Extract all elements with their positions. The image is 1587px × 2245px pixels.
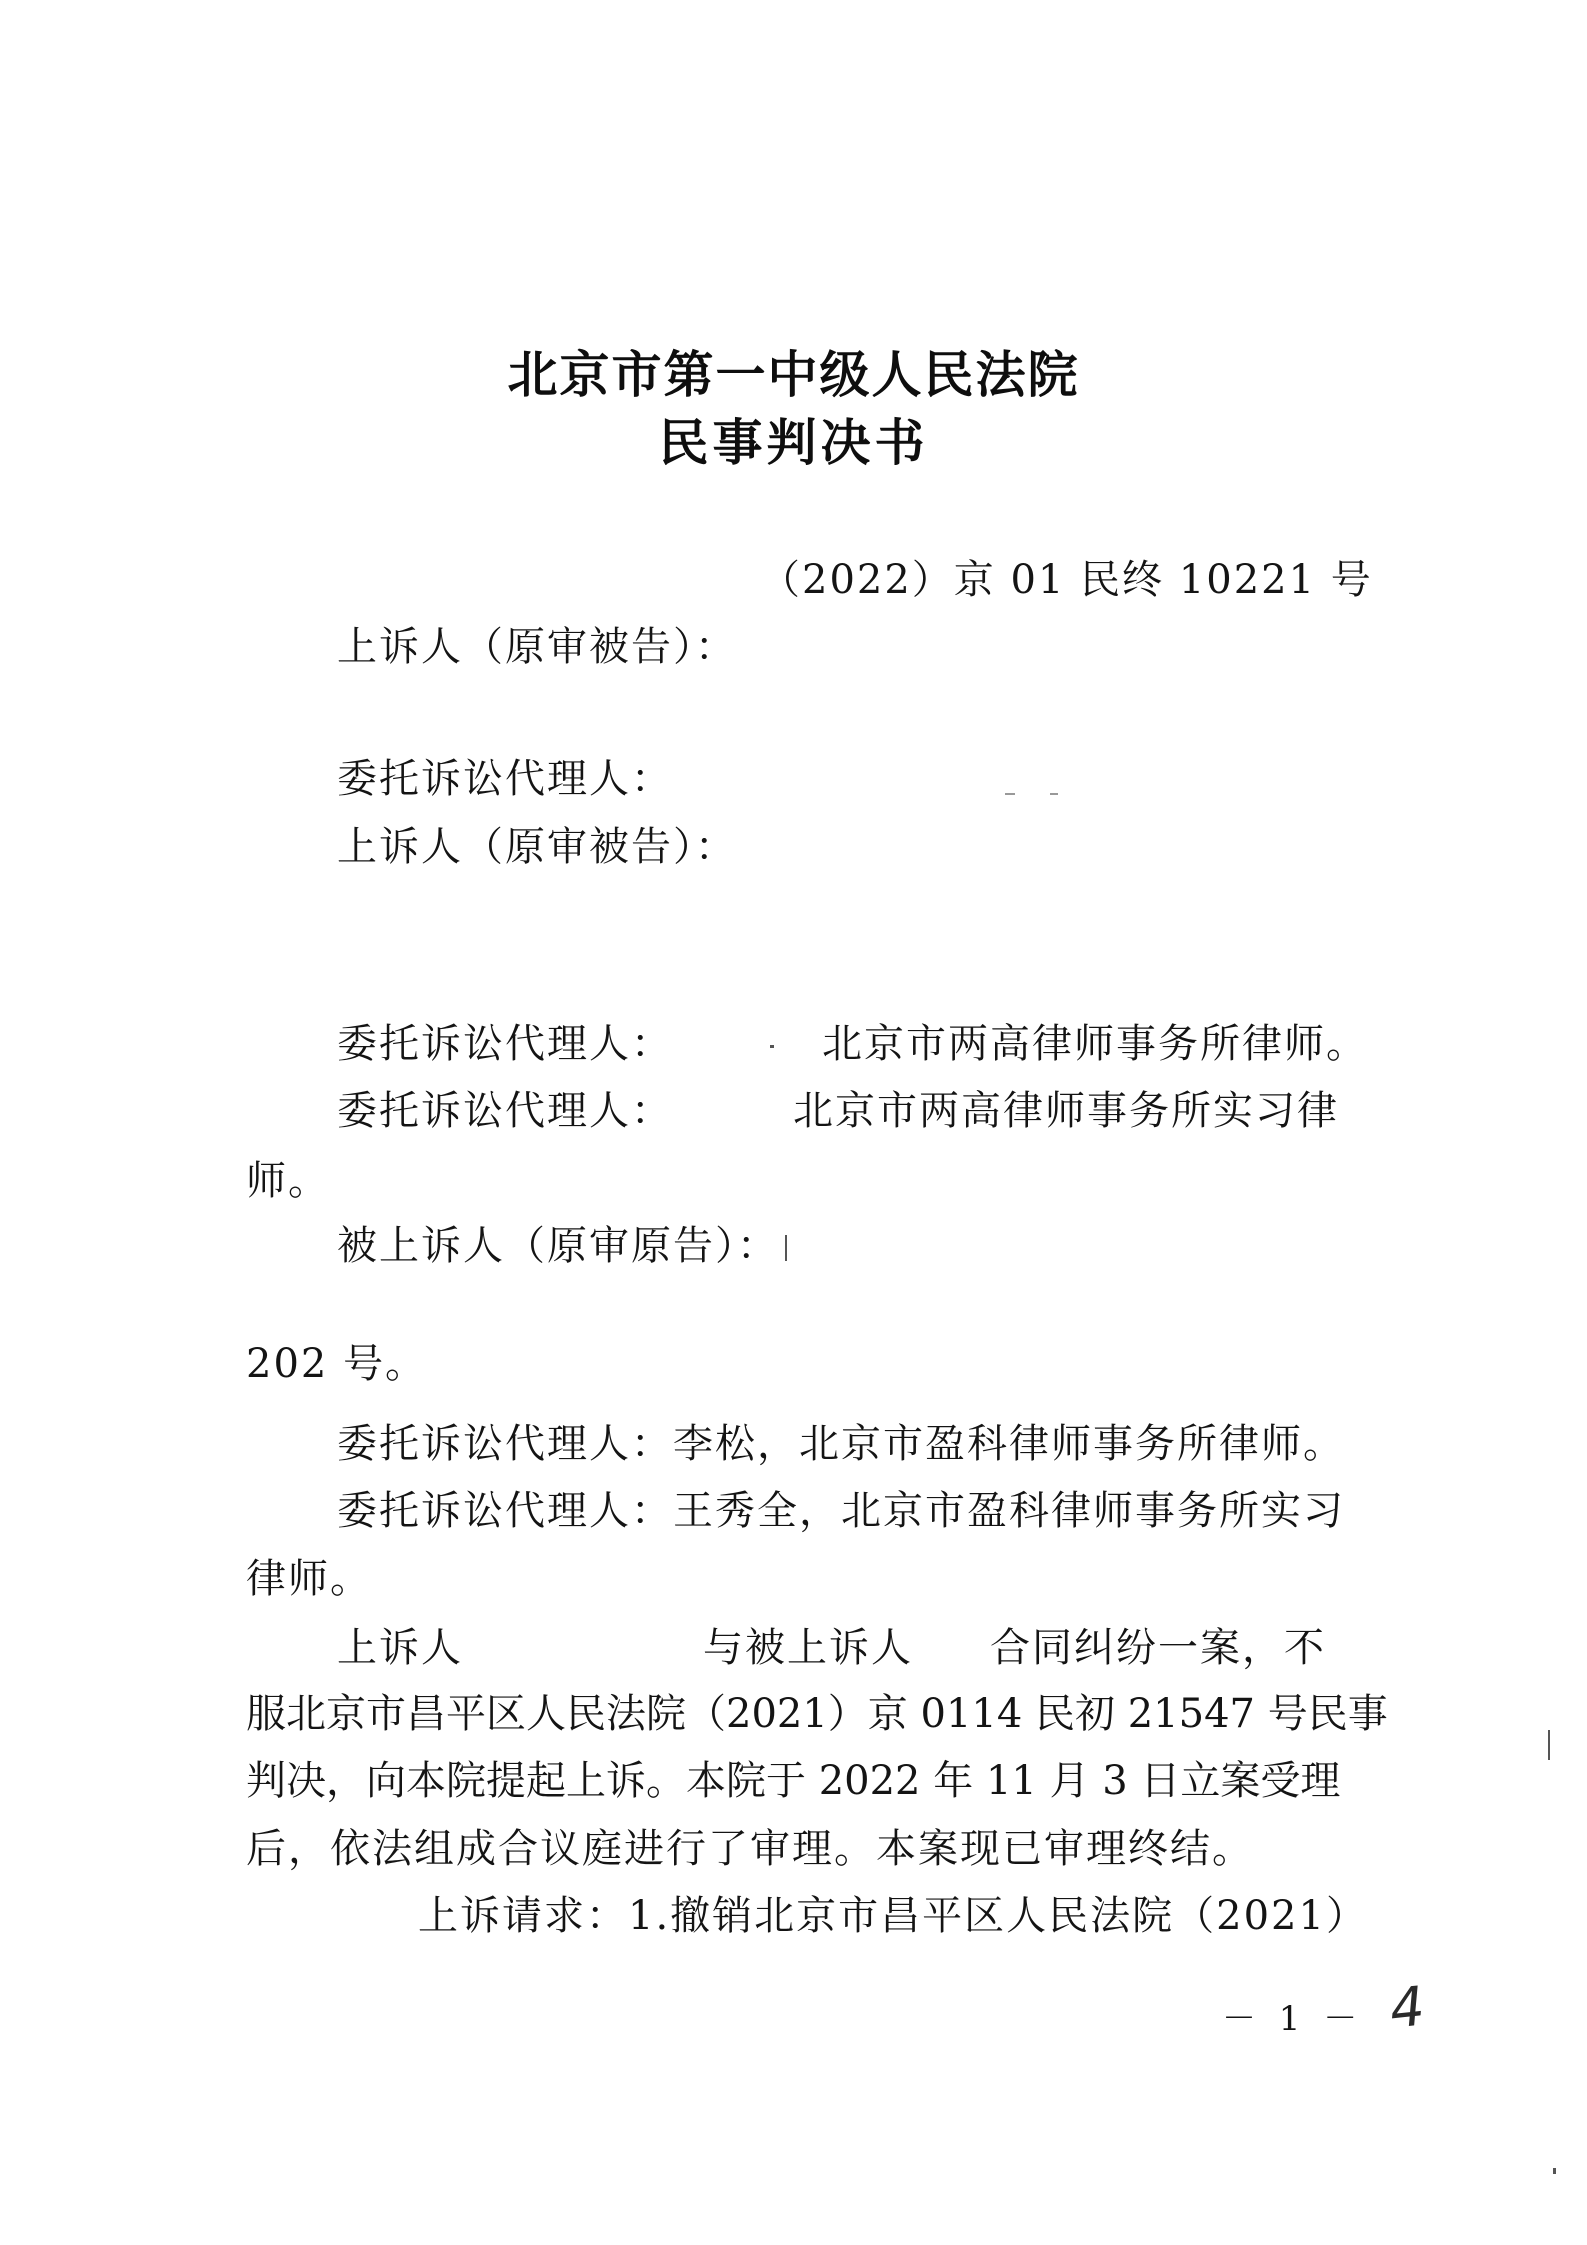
paragraph-2-line-1: 上诉请求：1.撤销北京市昌平区人民法院（2021） <box>418 1893 1368 1939</box>
court-name: 北京市第一中级人民法院 <box>507 346 1080 404</box>
agent-2a-detail: 北京市两高律师事务所律师。 <box>822 1021 1368 1067</box>
scan-speck <box>785 1235 787 1261</box>
agent-2a-label: 委托诉讼代理人： <box>337 1021 673 1067</box>
appellee-label: 被上诉人（原审原告）： <box>337 1223 779 1269</box>
case-number: （2022）京 01 民终 10221 号 <box>760 557 1373 603</box>
agent-2b-detail: 北京市两高律师事务所实习律 <box>793 1088 1339 1134</box>
page-number: － 1 － <box>1222 1999 1364 2039</box>
agent-3: 委托诉讼代理人：李松，北京市盈科律师事务所律师。 <box>337 1421 1345 1467</box>
paragraph-1-appellant: 上诉人 <box>337 1625 463 1671</box>
agent-2b-label: 委托诉讼代理人： <box>337 1088 673 1134</box>
document-type: 民事判决书 <box>658 414 929 472</box>
appellee-address-tail: 202 号。 <box>246 1341 428 1387</box>
agent-4-continuation: 律师。 <box>246 1556 372 1602</box>
scan-speck <box>1005 793 1015 795</box>
appellee-address-tail-clip <box>240 1341 428 1388</box>
paragraph-1-line-2: 服北京市昌平区人民法院（2021）京 0114 民初 21547 号民事 <box>246 1691 1388 1737</box>
scan-speck <box>770 1045 774 1048</box>
paragraph-1-line-4: 后，依法组成合议庭进行了审理。本案现已审理终结。 <box>246 1826 1254 1872</box>
handwritten-page-mark: 4 <box>1386 1974 1428 2041</box>
agent-4: 委托诉讼代理人：王秀全，北京市盈科律师事务所实习 <box>337 1488 1345 1534</box>
paragraph-1-appellee: 与被上诉人 <box>703 1625 913 1671</box>
paragraph-1-dispute: 合同纠纷一案，不 <box>990 1625 1326 1671</box>
paragraph-1-line-3: 判决，向本院提起上诉。本院于 2022 年 11 月 3 日立案受理 <box>246 1758 1341 1804</box>
scan-speck <box>1050 793 1058 795</box>
scan-speck <box>1548 1730 1550 1760</box>
scan-speck <box>1553 2168 1556 2174</box>
appellant-2-label: 上诉人（原审被告）： <box>337 824 737 870</box>
appellant-1-label: 上诉人（原审被告）： <box>337 624 737 670</box>
agent-2b-continuation: 师。 <box>246 1158 330 1204</box>
agent-1-label: 委托诉讼代理人： <box>337 756 673 802</box>
